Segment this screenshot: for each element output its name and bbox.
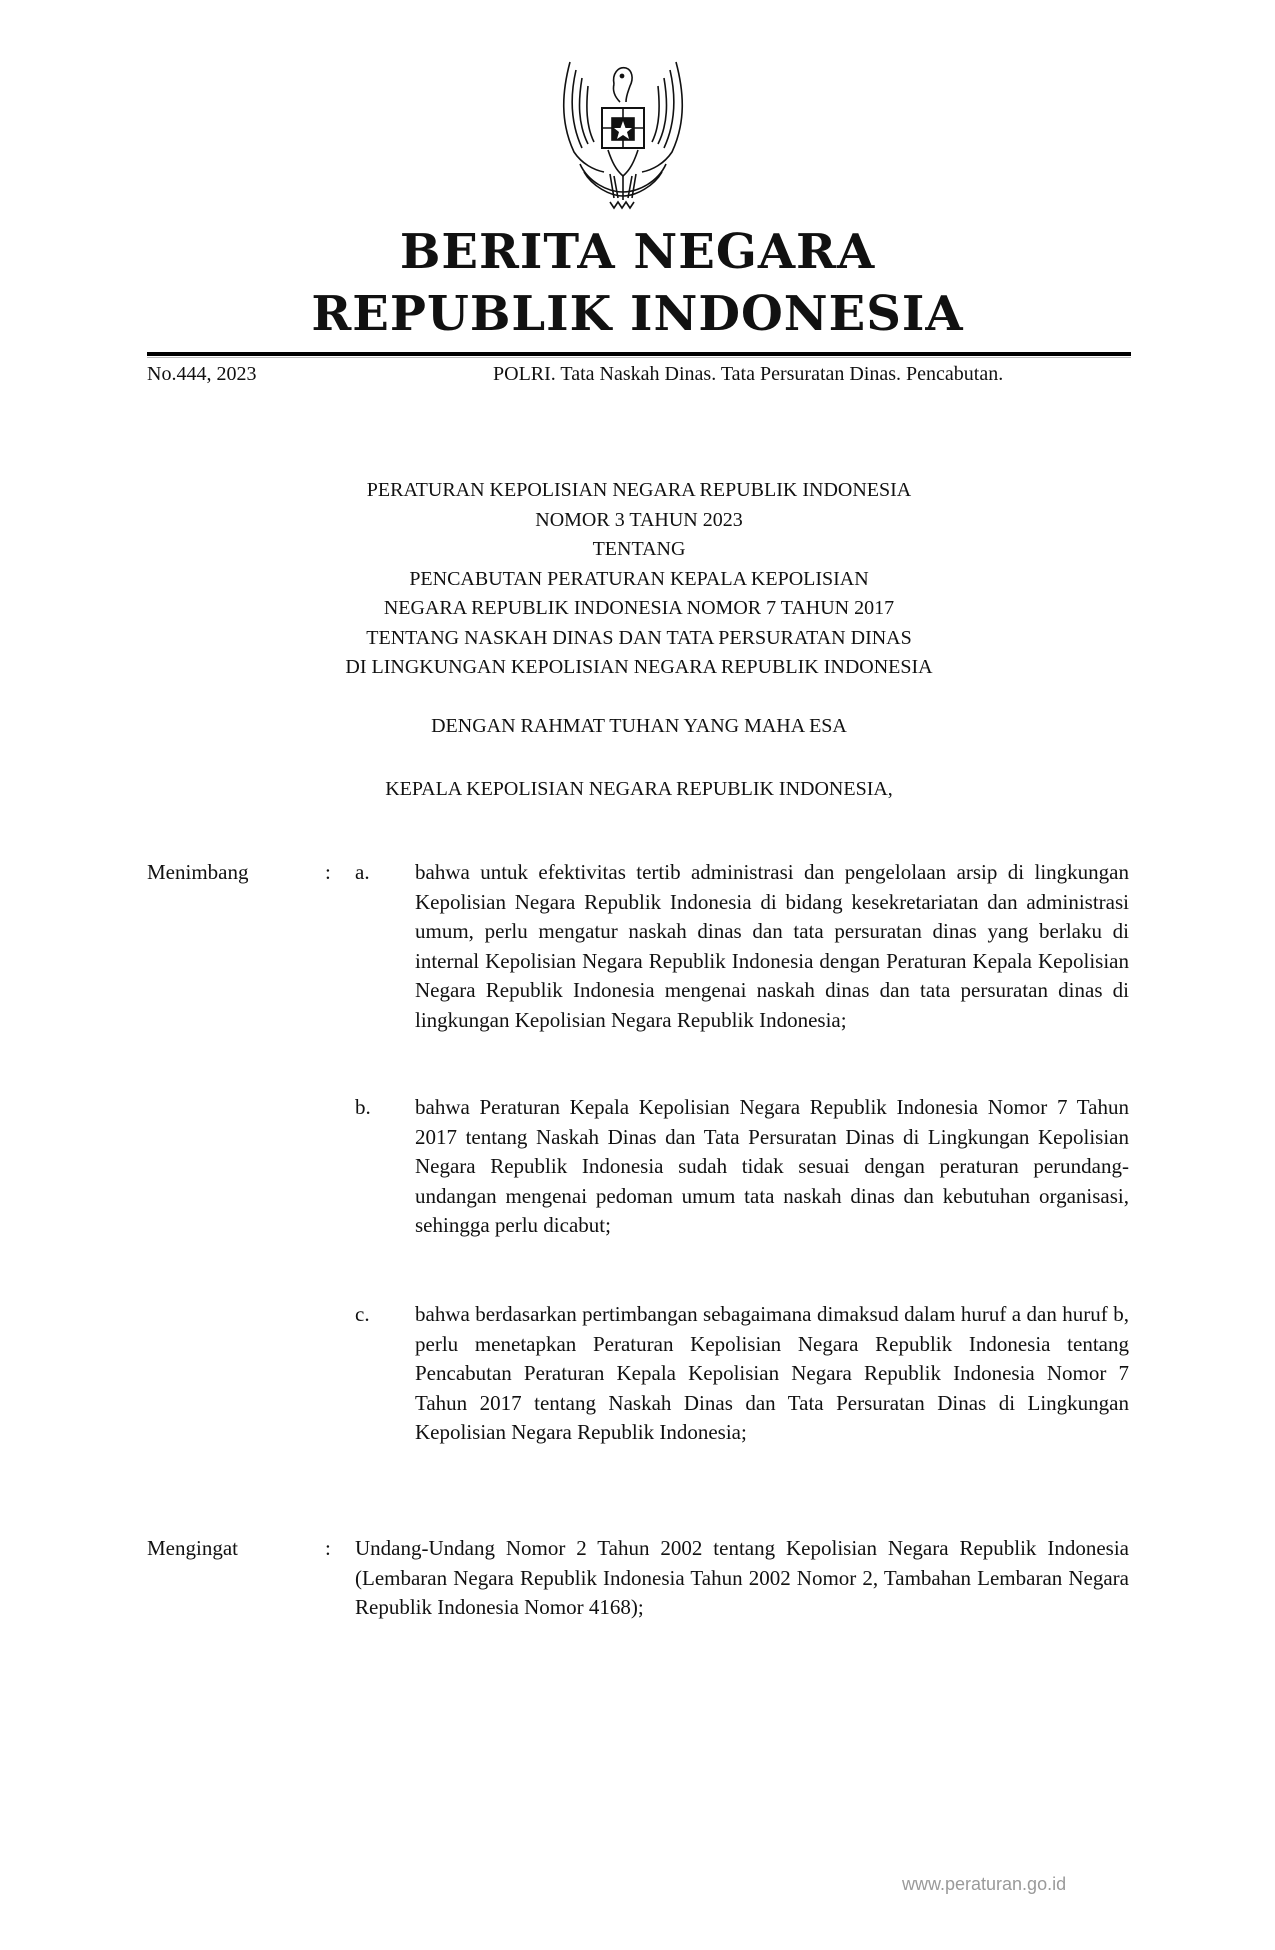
regulation-title: [147, 476, 1131, 683]
invocation-line: DENGAN RAHMAT TUHAN YANG MAHA ESA: [431, 715, 847, 737]
gazette-number: No.444, 2023: [147, 363, 257, 385]
authority-line: KEPALA KEPOLISIAN NEGARA REPUBLIK INDONESIA,: [385, 778, 893, 800]
title-line: NOMOR 3 TAHUN 2023: [535, 508, 743, 531]
title-line: TENTANG NASKAH DINAS DAN TATA PERSURATAN DINAS: [366, 626, 912, 649]
source-watermark-link[interactable]: www.peraturan.go.id: [902, 1874, 1067, 1894]
mengingat-text: Undang-Undang Nomor 2 Tahun 2002 tentang Kepolisian Negara Republik Indonesia (Lembaran Negara Republik Indonesia Tahun 2002 Nomor 2, Tambahan Lembaran Negara Republik Indonesia Nomor 4168);: [355, 1536, 1129, 1619]
menimbang-item-marker-b: b.: [355, 1095, 371, 1119]
title-line: PERATURAN KEPOLISIAN NEGARA REPUBLIK INDONESIA: [366, 479, 912, 501]
title-line: TENTANG: [592, 538, 686, 560]
title-line: PENCABUTAN PERATURAN KEPALA KEPOLISIAN: [409, 567, 869, 590]
masthead-divider: [147, 352, 1131, 356]
menimbang-label: Menimbang: [147, 860, 249, 884]
menimbang-item-b: bahwa Peraturan Kepala Kepolisian Negara Republik Indonesia Nomor 7 Tahun 2017 tentang Naskah Dinas dan Tata Persuratan Dinas di Lingkungan Kepolisian Negara Republik Indonesia sudah tidak sesuai dengan peraturan perundang-undangan mengenai pedoman umum tata naskah dinas dan kebutuhan organisasi, sehingga perlu dicabut;: [415, 1095, 1129, 1237]
title-line: DI LINGKUNGAN KEPOLISIAN NEGARA REPUBLIK INDONESIA: [345, 656, 933, 678]
mengingat-label: Mengingat: [147, 1536, 238, 1560]
masthead-title-line1: BERITA NEGARA: [399, 224, 876, 280]
menimbang-item-a: bahwa untuk efektivitas tertib administrasi dan pengelolaan arsip di lingkungan Kepolisian Negara Republik Indonesia di bidang kesekretariatan dan administrasi umum, perlu mengatur naskah dinas dan tata persuratan dinas yang berlaku di internal Kepolisian Negara Republik Indonesia dengan Peraturan Kepala Kepolisian Negara Republik Indonesia mengenai naskah dinas dan tata persuratan dinas di lingkungan Kepolisian Negara Republik Indonesia;: [415, 860, 1129, 1032]
masthead-title-line2: REPUBLIK INDONESIA: [311, 286, 964, 342]
menimbang-item-c: bahwa berdasarkan pertimbangan sebagaimana dimaksud dalam huruf a dan huruf b, perlu menetapkan Peraturan Kepolisian Negara Republik Indonesia tentang Pencabutan Peraturan Kepala Kepolisian Negara Republik Indonesia Nomor 7 Tahun 2017 tentang Naskah Dinas dan Tata Persuratan Dinas di Lingkungan Kepolisian Negara Republik Indonesia;: [415, 1302, 1129, 1444]
gazette-subject: POLRI. Tata Naskah Dinas. Tata Persuratan Dinas. Pencabutan.: [493, 363, 1004, 385]
mengingat-colon: :: [325, 1536, 331, 1560]
menimbang-colon: :: [325, 860, 331, 884]
menimbang-item-marker-a: a.: [355, 860, 370, 884]
garuda-emblem-icon: [552, 52, 694, 210]
menimbang-item-marker-c: c.: [355, 1302, 370, 1326]
masthead-divider-thin: [147, 357, 1131, 358]
title-line: NEGARA REPUBLIK INDONESIA NOMOR 7 TAHUN 2017: [383, 597, 895, 619]
